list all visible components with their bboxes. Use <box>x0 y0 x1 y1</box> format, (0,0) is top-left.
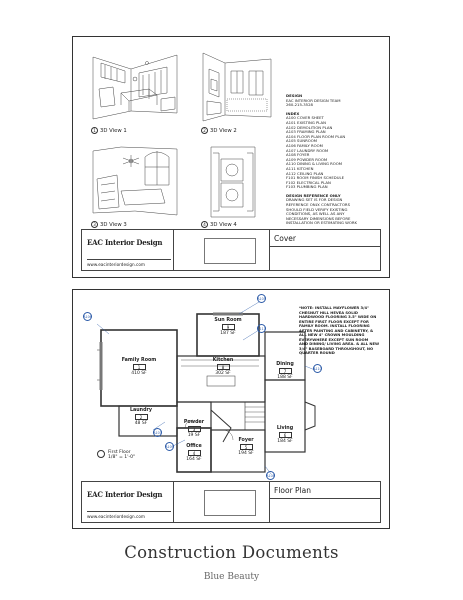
3d-view-4-drawing <box>209 145 257 219</box>
index-item: A105 SUNROOM <box>286 138 317 144</box>
elevation-tag: A109 <box>165 442 174 451</box>
room-area: 188 SF <box>277 375 293 380</box>
view-title: 3D View 3 <box>100 221 127 228</box>
index-item: A101 EXISTING PLAN <box>286 119 326 125</box>
elevation-tag: A108 <box>266 471 275 480</box>
3d-view-1-drawing <box>91 49 179 125</box>
elevation-tag: A111 <box>257 324 266 333</box>
note-line: ENTIRE FIRST FLOOR EXCEPT FOR <box>299 319 369 324</box>
index-heading: INDEX <box>286 110 300 116</box>
room-number: 4 <box>188 450 201 456</box>
3d-view-2-drawing <box>201 49 273 125</box>
index-item: A106 FAMILY ROOM <box>286 142 323 148</box>
page-title: Construction Documents <box>124 543 339 562</box>
3d-view-3-drawing <box>91 145 179 219</box>
flooring-note <box>299 306 387 356</box>
note-line: QUARTER ROUND <box>299 351 335 355</box>
note-line: FAMILY ROOM. INSTALL FLOORING <box>299 324 370 328</box>
note-line: AFTER PAINTING AND CABINETRY, & <box>299 328 374 333</box>
title-divider <box>270 246 380 247</box>
room-area: 184 SF <box>277 439 293 444</box>
floor-plan-sheet <box>72 289 390 529</box>
note-line: AND DINING/ LIVING AREA. & ALL NEW <box>299 342 380 346</box>
note-line: 3/4" BASEBOARD THROUGHOUT, NO <box>299 346 374 351</box>
room-area: 19 SF <box>187 433 201 438</box>
room-area: 48 SF <box>134 421 148 426</box>
room-number: 6 <box>279 432 292 438</box>
floor-name: First Floor <box>108 450 131 455</box>
room-living <box>269 426 301 444</box>
title-block-middle <box>174 230 270 270</box>
room-name: Office <box>186 444 202 449</box>
room-number: 1 <box>133 364 146 370</box>
firm-name: EAC Interior Design <box>87 490 163 499</box>
cover-notes <box>286 94 386 230</box>
reference-line: NECESSARY DIMENSIONS BEFORE <box>286 215 351 221</box>
room-area: 410 SF <box>131 371 147 376</box>
room-kitchen <box>201 358 245 376</box>
room-area: 187 SF <box>220 331 236 336</box>
room-name: Sun Room <box>214 318 242 323</box>
room-name: Foyer <box>238 438 254 443</box>
cover-title-block <box>81 229 381 271</box>
elevation-tag: A105 <box>257 294 266 303</box>
page-subtitle: Blue Beauty <box>203 572 260 582</box>
index-item: A111 KITCHEN <box>286 165 314 171</box>
room-name: Family Room <box>121 358 157 363</box>
room-name: Living <box>276 426 294 431</box>
sheet-title: Cover <box>274 234 296 243</box>
sheet-title: Floor Plan <box>274 486 311 495</box>
room-number: 7 <box>279 368 292 374</box>
view-number-badge: 2 <box>201 127 208 134</box>
view-title: 3D View 1 <box>100 127 127 134</box>
note-line: EVERYWHERE EXCEPT SUN ROOM <box>299 337 369 342</box>
floor-marker-icon <box>97 450 105 458</box>
reference-line: INSTALLATION OR ESTIMATING WORK <box>286 220 358 226</box>
firm-logo-cell <box>82 230 174 270</box>
room-laundry <box>123 408 159 426</box>
design-line: EAC INTERIOR DESIGN TEAM <box>286 97 341 103</box>
room-number: 5 <box>240 444 253 450</box>
room-area: 302 SF <box>215 371 231 376</box>
cover-sheet <box>72 36 390 278</box>
index-item: A108 FOYER <box>286 152 310 158</box>
room-area: 194 SF <box>238 451 254 456</box>
note-line: CHESNUT HILL HEVEA SOLID <box>299 310 358 315</box>
room-number: 9 <box>222 324 235 330</box>
3d-view-4-caption <box>201 221 237 228</box>
elevation-tag: A107 <box>153 428 162 437</box>
design-heading: DESIGN <box>286 93 303 98</box>
index-item: A103 FRAMING PLAN <box>286 129 326 135</box>
room-name: Dining <box>276 362 294 367</box>
elevation-tag: A106 <box>83 312 92 321</box>
firm-name: EAC Interior Design <box>87 238 163 247</box>
sheet-title-cell <box>270 482 380 522</box>
plan-title-block <box>81 481 381 523</box>
room-dining <box>269 362 301 380</box>
note-line: ALL NEW 4" CROWN MOULDING <box>299 333 365 337</box>
room-office <box>179 444 209 462</box>
room-area: 164 SF <box>186 457 202 462</box>
index-item: F101 ROOM FINISH SCHEDULE <box>286 175 345 181</box>
index-item: A112 CEILING PLAN <box>286 170 324 176</box>
view-title: 3D View 2 <box>210 127 237 134</box>
room-sun-room <box>203 318 253 336</box>
room-name: Laundry <box>129 408 153 413</box>
index-item: A104 FLOOR PLAN ROOM PLAN <box>286 133 346 139</box>
room-powder <box>179 420 209 438</box>
room-number: 3 <box>188 426 201 432</box>
reference-line: CONDITIONS, AS WELL AS ANY <box>286 211 345 217</box>
reference-line: DRAWING SET IS FOR DESIGN <box>286 197 343 203</box>
3d-view-2-caption <box>201 127 237 134</box>
elevation-tag: A110 <box>313 364 322 373</box>
title-block-middle <box>174 482 270 522</box>
room-number: 2 <box>135 414 148 420</box>
view-number-badge: 4 <box>201 221 208 228</box>
note-line: HARDWOOD FLOORING 3.5" WIDE ON <box>299 315 377 319</box>
index-item: A100 COVER SHEET <box>286 115 324 121</box>
3d-view-3-caption <box>91 221 127 228</box>
3d-view-1-caption <box>91 127 127 134</box>
reference-line: SHOULD FIELD VERIFY EXISTING <box>286 206 348 212</box>
index-item: A109 POWDER ROOM <box>286 156 328 162</box>
view-title: 3D View 4 <box>210 221 237 228</box>
index-item: A107 LAUNDRY ROOM <box>286 147 329 153</box>
reference-line: REFERENCE ONLY. CONTRACTORS <box>286 202 350 208</box>
room-family-room <box>109 358 169 376</box>
room-foyer <box>231 438 261 456</box>
reference-heading: DESIGN REFERENCE ONLY <box>286 192 341 198</box>
view-number-badge: 3 <box>91 221 98 228</box>
floor-scale: 1/8" = 1'-0" <box>108 455 136 461</box>
stamp-box <box>204 238 256 264</box>
index-item: A102 DEMOLITION PLAN <box>286 124 333 130</box>
note-line: *NOTE: INSTALL MAYFLOWER 3/4" <box>299 306 369 310</box>
room-name: Kitchen <box>212 358 234 363</box>
index-item: F102 ELECTRICAL PLAN <box>286 179 331 185</box>
floor-label <box>97 450 135 460</box>
view-number-badge: 1 <box>91 127 98 134</box>
room-name: Powder <box>183 420 205 425</box>
sheet-title-cell <box>270 230 380 270</box>
index-item: F103 PLUMBING PLAN <box>286 184 328 190</box>
firm-logo-cell <box>82 482 174 522</box>
firm-url: www.eacinteriordesign.com <box>87 259 171 267</box>
stamp-box <box>204 490 256 516</box>
index-item: A110 DINING & LIVING ROOM <box>286 161 343 167</box>
room-number: 8 <box>217 364 230 370</box>
firm-url: www.eacinteriordesign.com <box>87 511 171 519</box>
design-line: 260-215-3528 <box>286 102 313 108</box>
title-divider <box>270 498 380 499</box>
